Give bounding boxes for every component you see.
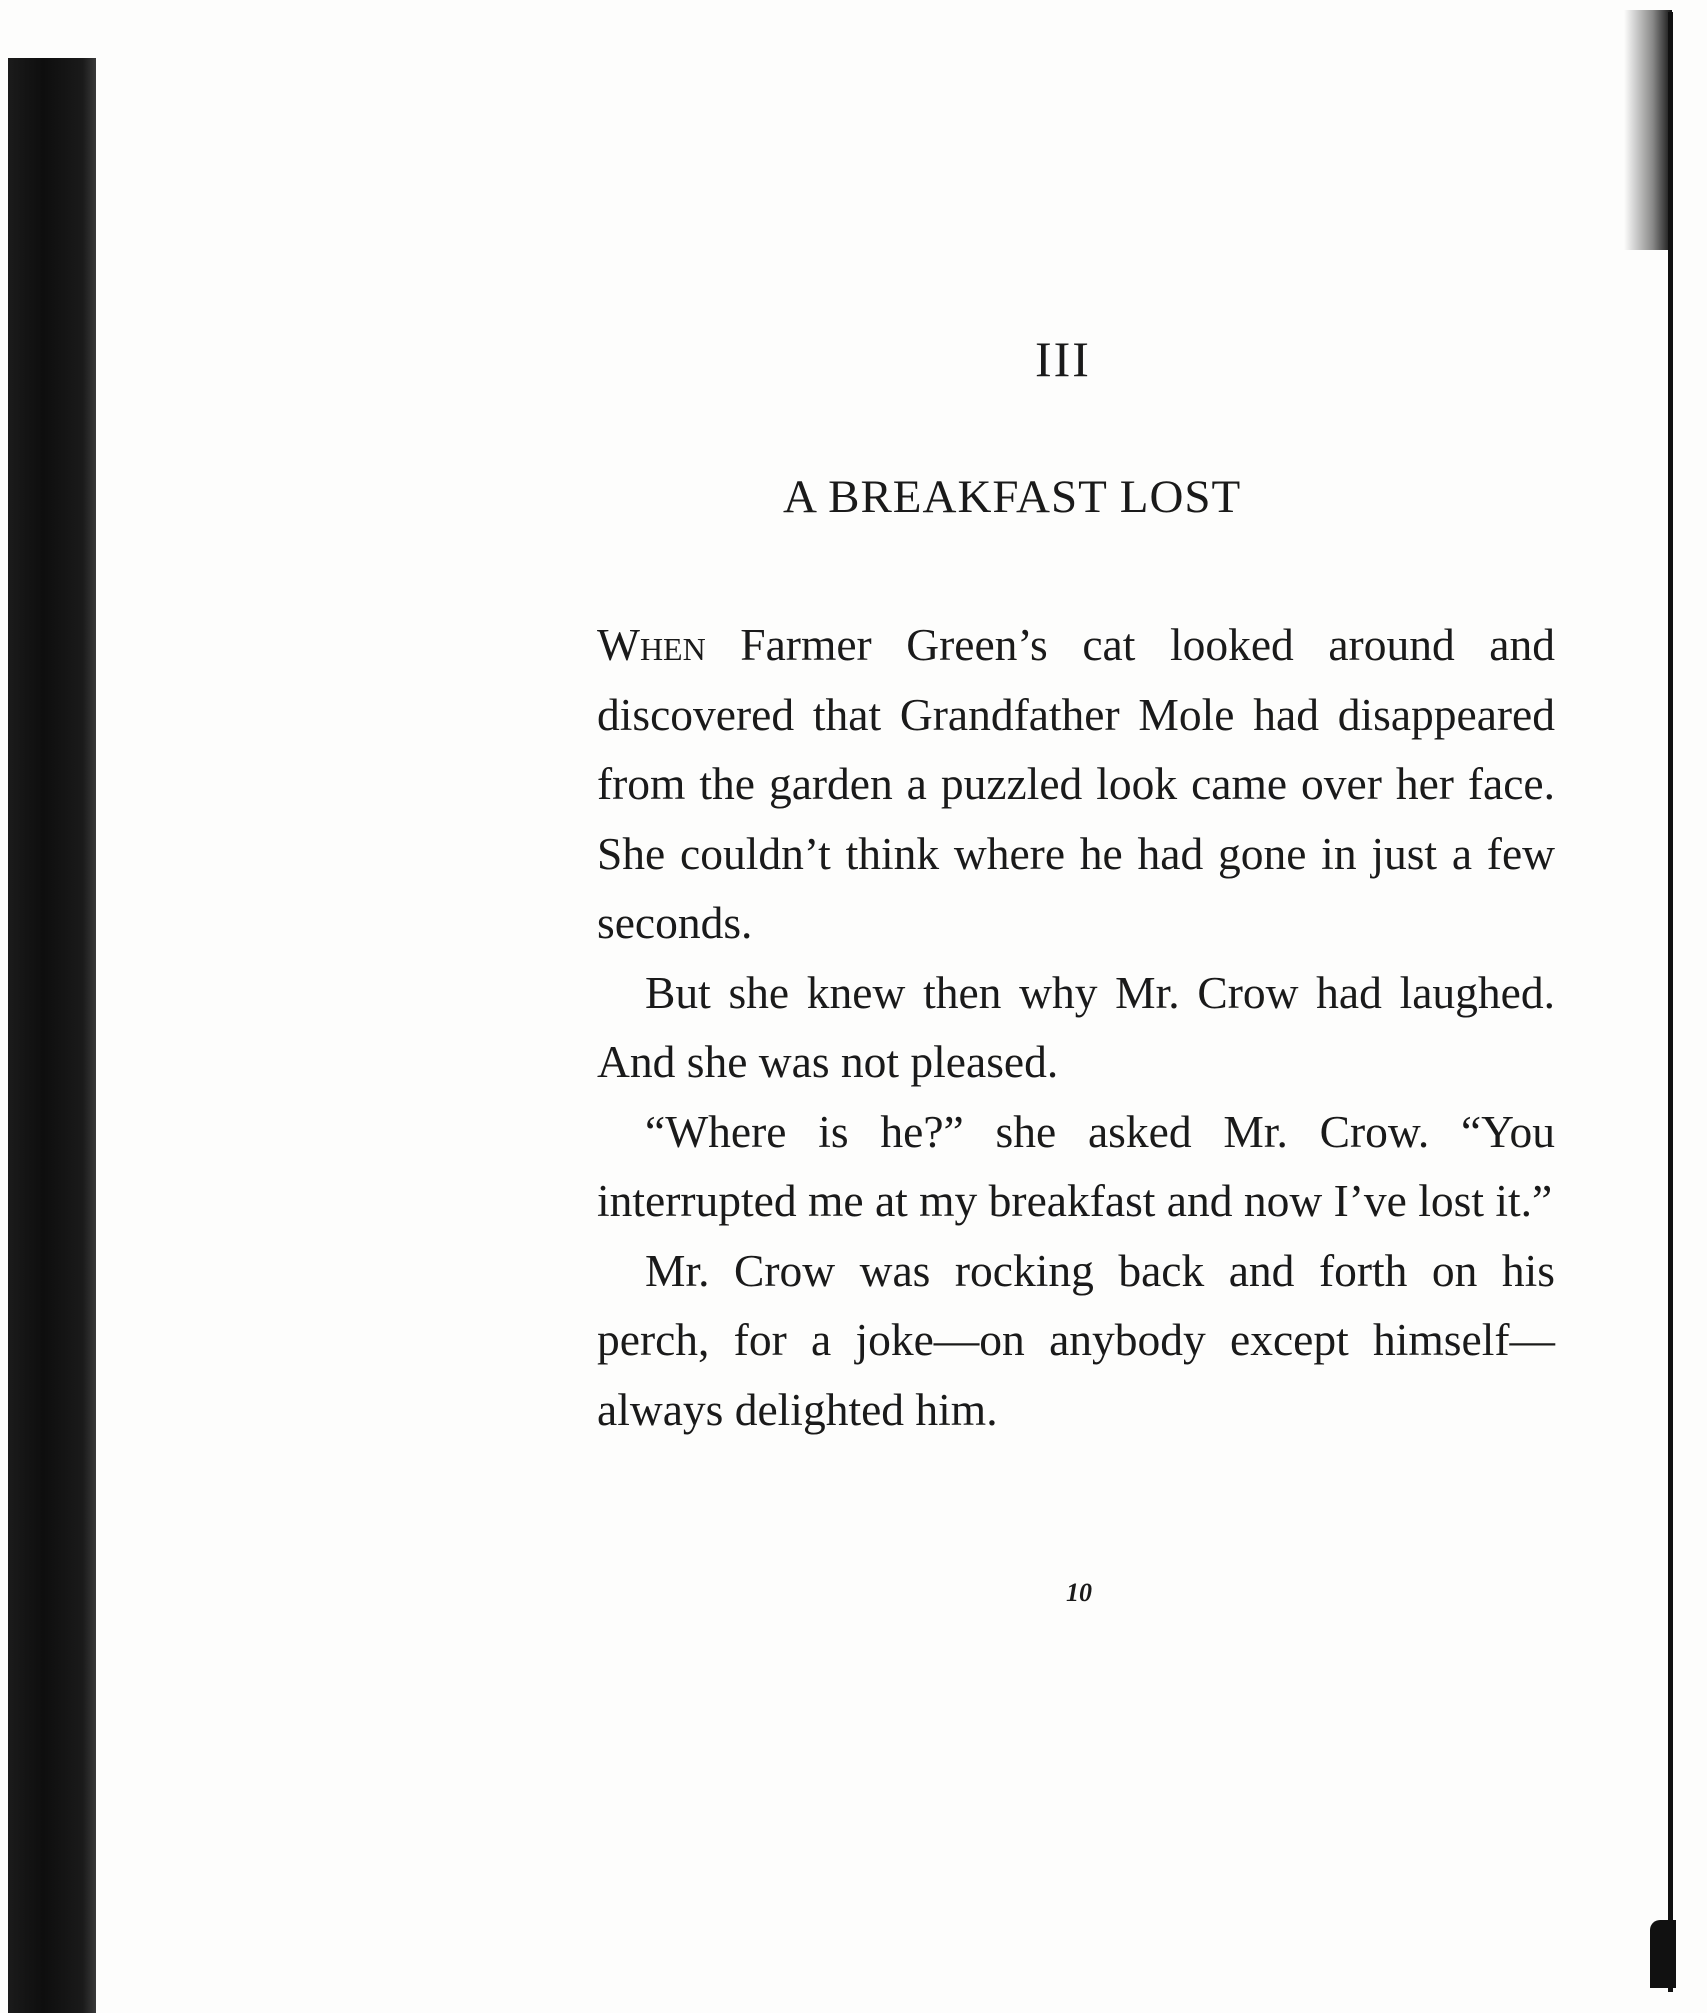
chapter-title: A BREAKFAST LOST [783, 471, 1242, 523]
left-binding-edge [8, 58, 96, 2013]
paragraph-1 [597, 610, 1555, 958]
paragraph-text: Farmer Green’s cat looked around and discovered that Grandfather Mole had disappeared from the garden a puzzled look came over her face. She couldn’t think where he had gone in just a few seconds. [597, 619, 1555, 948]
right-edge-corner [1650, 1920, 1676, 1988]
right-page-edge [1668, 12, 1673, 1992]
right-edge-shadow [1624, 10, 1672, 250]
chapter-body [597, 610, 1555, 1444]
paragraph-2: But she knew then why Mr. Crow had laughed. And she was not pleased. [597, 966, 1555, 1087]
page-number: 10 [1066, 1578, 1092, 1607]
paragraph-4: Mr. Crow was rocking back and forth on his perch, for a joke—on anybody except himself—always delighted him. [597, 1244, 1555, 1435]
chapter-number: III [1035, 331, 1091, 387]
paragraph-lead-word: When [597, 619, 706, 670]
paragraph-3: “Where is he?” she asked Mr. Crow. “You interrupted me at my breakfast and now I’ve lost it.” [597, 1105, 1555, 1226]
